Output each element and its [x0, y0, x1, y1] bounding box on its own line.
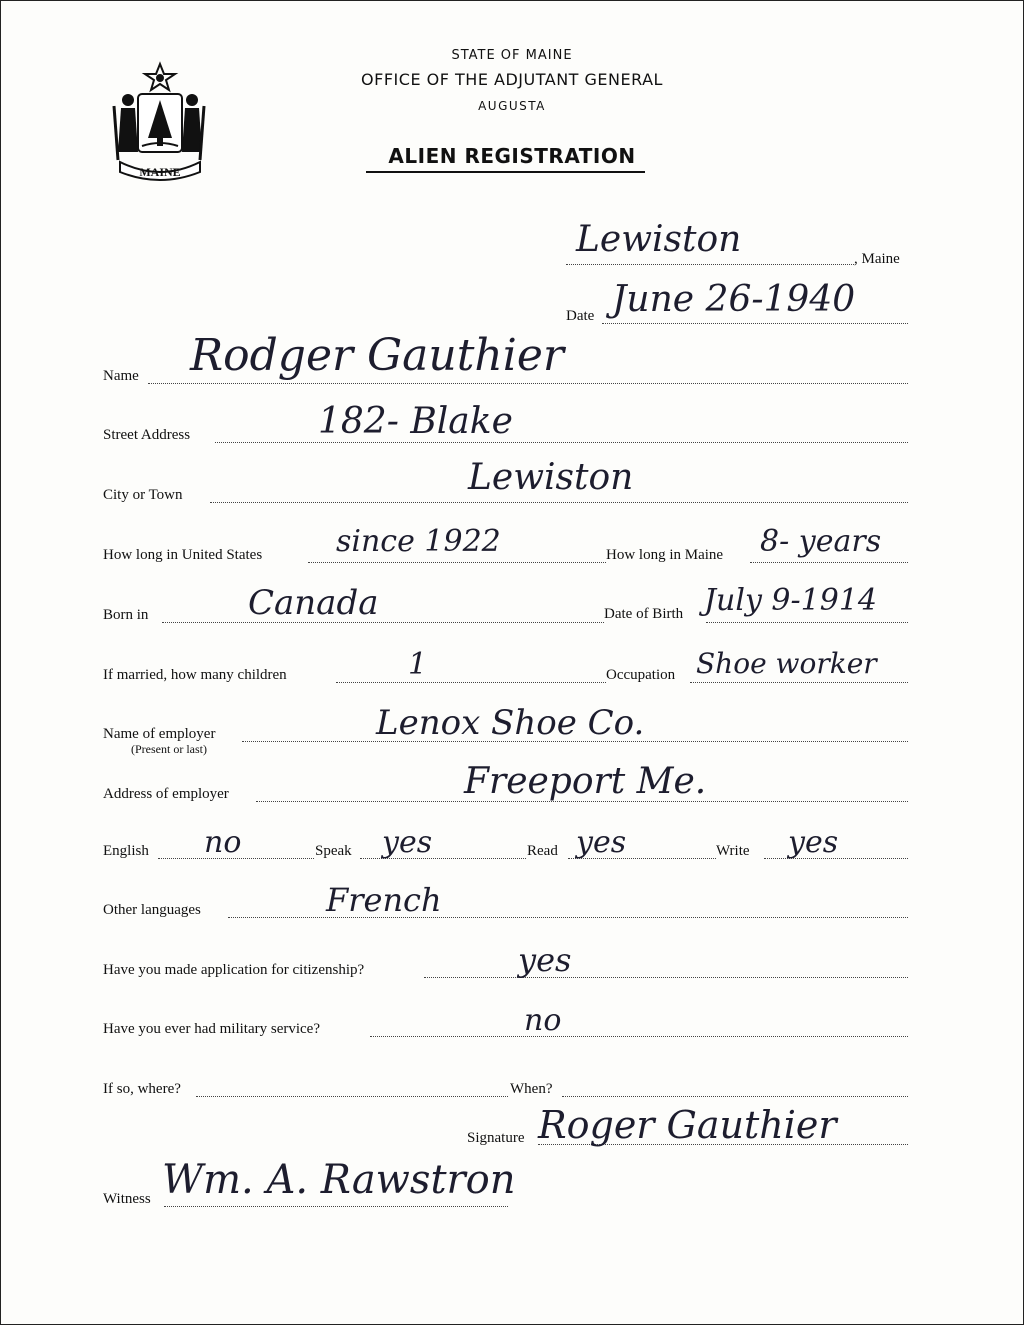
english-value: no	[204, 825, 242, 860]
write-value: yes	[788, 825, 839, 860]
city-heading: AUGUSTA	[478, 99, 546, 113]
witness-line	[164, 1206, 508, 1207]
name-line	[148, 383, 908, 384]
citizenship-value: yes	[518, 941, 572, 979]
born-in-line	[162, 622, 604, 623]
witness-label: Witness	[103, 1191, 151, 1207]
employer-name-label: Name of employer	[103, 726, 216, 742]
svg-text:MAINE: MAINE	[139, 165, 181, 179]
how-long-maine-line	[750, 562, 908, 563]
born-in-label: Born in	[103, 607, 149, 623]
citizenship-label: Have you made application for citizenship?	[103, 962, 365, 978]
born-in-value: Canada	[248, 583, 379, 623]
city-or-town-value: Lewiston	[468, 457, 634, 498]
date-line	[602, 323, 908, 324]
how-long-us-value: since 1922	[336, 524, 501, 559]
street-address-value: 182- Blake	[318, 401, 513, 442]
date-value: June 26-1940	[612, 279, 856, 320]
write-label: Write	[716, 843, 750, 859]
employer-name-value: Lenox Shoe Co.	[376, 703, 645, 743]
how-long-maine-value: 8- years	[760, 524, 882, 559]
employer-note: (Present or last)	[131, 742, 207, 756]
if-so-where-line	[196, 1096, 508, 1097]
title-underline	[366, 171, 645, 173]
if-so-where-label: If so, where?	[103, 1081, 181, 1097]
name-value: Rodger Gauthier	[190, 330, 564, 381]
signature-label: Signature	[467, 1130, 525, 1146]
name-label: Name	[103, 368, 139, 384]
how-long-maine-label: How long in Maine	[606, 547, 724, 563]
date-of-birth-line	[706, 622, 908, 623]
other-languages-value: French	[326, 881, 442, 919]
when-line	[562, 1096, 908, 1097]
date-of-birth-value: July 9-1914	[704, 583, 877, 618]
how-long-us-label: How long in United States	[103, 547, 263, 563]
children-line	[336, 682, 606, 683]
city-or-town-label: City or Town	[103, 487, 183, 503]
when-label: When?	[510, 1081, 553, 1097]
witness-value: Wm. A. Rawstron	[162, 1157, 516, 1203]
occupation-line	[690, 682, 908, 683]
occupation-label: Occupation	[606, 667, 676, 683]
read-value: yes	[576, 825, 627, 860]
employer-address-value: Freeport Me.	[464, 761, 707, 802]
form-title: ALIEN REGISTRATION	[388, 144, 636, 168]
read-label: Read	[527, 843, 558, 859]
other-languages-label: Other languages	[103, 902, 201, 918]
date-of-birth-label: Date of Birth	[604, 606, 684, 622]
military-label: Have you ever had military service?	[103, 1021, 320, 1037]
english-label: English	[103, 843, 149, 859]
children-value: 1	[408, 647, 428, 682]
town-line	[566, 264, 854, 265]
street-address-label: Street Address	[103, 427, 191, 443]
speak-value: yes	[382, 825, 433, 860]
maine-label: , Maine	[854, 251, 900, 267]
city-or-town-line	[210, 502, 908, 503]
date-label: Date	[566, 308, 595, 324]
office-heading: OFFICE OF THE ADJUTANT GENERAL	[361, 70, 663, 89]
town-value: Lewiston	[576, 219, 742, 260]
street-address-line	[215, 442, 908, 443]
state-heading: STATE OF MAINE	[451, 48, 573, 63]
citizenship-line	[424, 977, 908, 978]
employer-address-label: Address of employer	[103, 786, 229, 802]
how-long-us-line	[308, 562, 606, 563]
children-label: If married, how many children	[103, 667, 287, 683]
speak-label: Speak	[315, 843, 352, 859]
military-value: no	[524, 1003, 562, 1038]
signature-value: Roger Gauthier	[538, 1103, 837, 1147]
military-line	[370, 1036, 908, 1037]
occupation-value: Shoe worker	[696, 647, 877, 680]
